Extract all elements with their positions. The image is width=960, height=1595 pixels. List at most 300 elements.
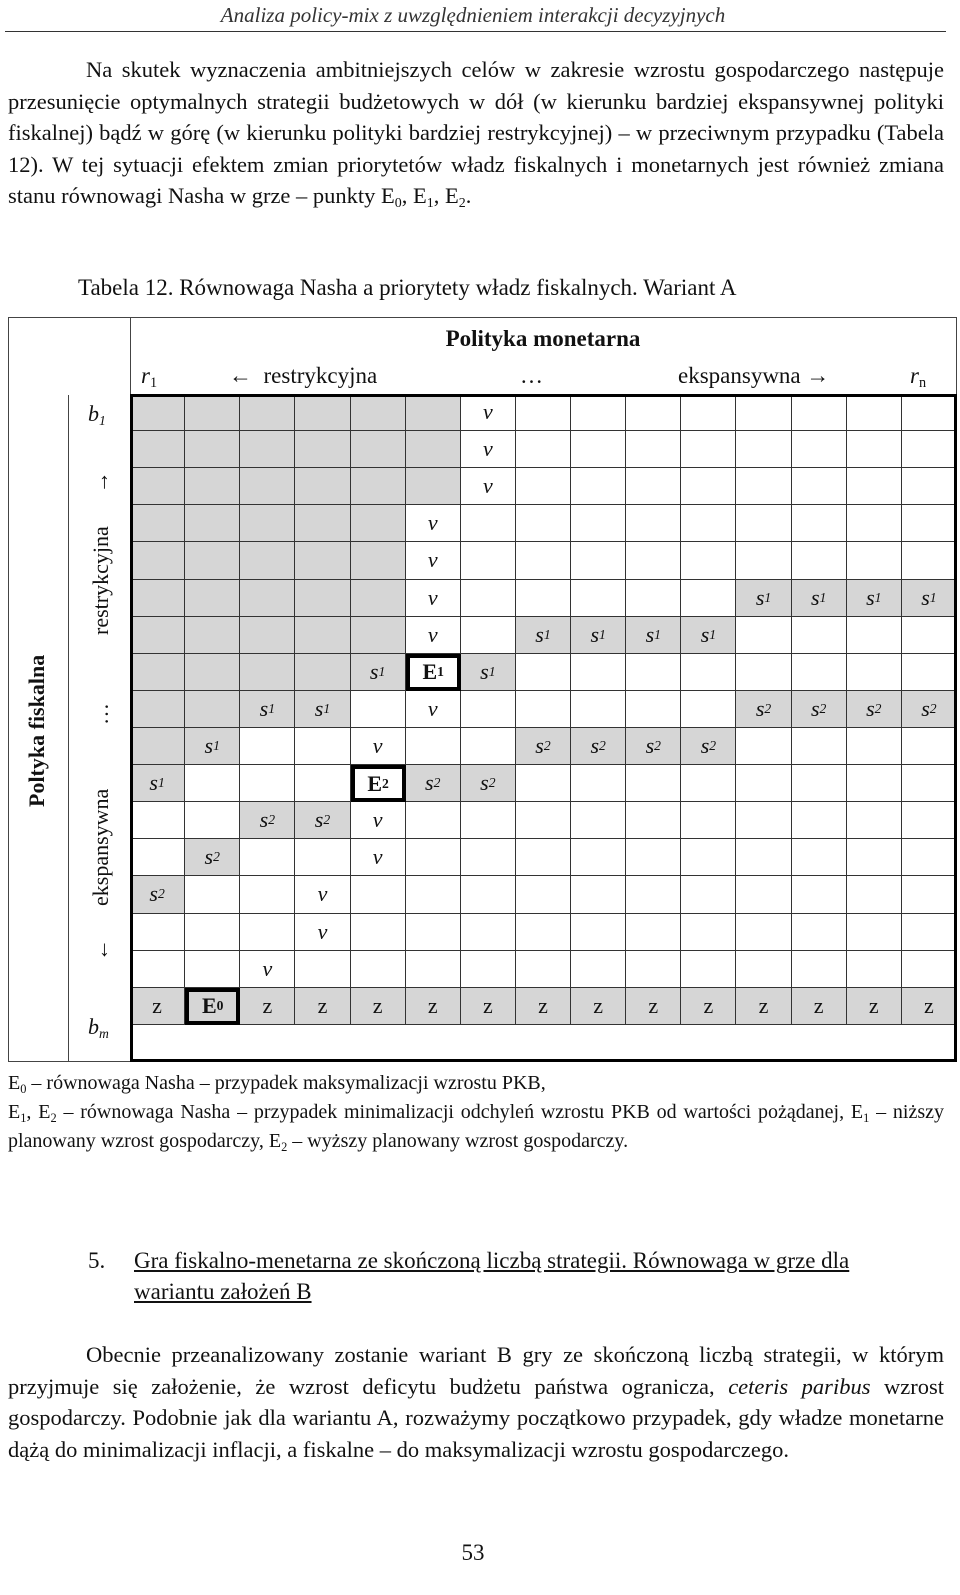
grid-cell: [571, 951, 626, 988]
grid-cell: [130, 468, 185, 505]
grid-cell: [295, 654, 350, 691]
grid-cell: [406, 802, 461, 839]
grid-cell: [516, 765, 571, 802]
cell-symbol: s: [755, 695, 765, 721]
grid-cell: [792, 468, 847, 505]
grid-cell: [461, 728, 516, 765]
grid-cell: [902, 394, 957, 431]
grid-cell: [516, 431, 571, 468]
cell-symbol: z: [924, 992, 934, 1018]
grid-cell: [351, 951, 406, 988]
grid-cell: [295, 394, 350, 431]
grid-cell: s 2: [240, 802, 295, 839]
grid-cell: [736, 431, 791, 468]
grid-cell: [185, 505, 240, 542]
cell-symbol: s: [590, 621, 599, 647]
grid-cell: s 1: [847, 580, 902, 617]
cell-symbol: s: [590, 733, 599, 759]
right-arrow-icon: →: [806, 363, 830, 388]
grid-cell: [847, 728, 902, 765]
grid-cell: [516, 542, 571, 579]
grid-cell: s 1: [792, 580, 847, 617]
grid-cell: [406, 951, 461, 988]
grid-cell: s 1: [130, 765, 185, 802]
rn-sub: n: [918, 375, 927, 391]
grid-cell: [736, 654, 791, 691]
cell-symbol: E: [367, 770, 383, 796]
grid-cell: [185, 542, 240, 579]
header-rule: [5, 31, 946, 32]
grid-cell: [406, 580, 461, 617]
col-axis-ellipsis: …: [520, 363, 543, 388]
table-caption: Tabela 12. Równowaga Nasha a priorytety władz fiskalnych. Wariant A: [78, 275, 737, 300]
grid-cell: [847, 394, 902, 431]
cell-symbol: z: [152, 992, 162, 1018]
cell-symbol: v: [372, 844, 383, 870]
grid-cell: [516, 914, 571, 951]
grid-cell: [626, 802, 681, 839]
grid-cell: [351, 542, 406, 579]
row-axis-bottom: [88, 789, 114, 961]
grid-cell: [295, 765, 350, 802]
grid-cell: [626, 542, 681, 579]
grid-cell: [130, 654, 185, 691]
grid-cell: [571, 505, 626, 542]
intro-sep-2: , E: [433, 183, 459, 208]
grid-cell: [461, 988, 516, 1025]
grid-cell: [351, 839, 406, 876]
intro-sep-1: , E: [401, 183, 427, 208]
grid-cell: [461, 617, 516, 654]
grid-cell: [626, 765, 681, 802]
grid-cell: [792, 431, 847, 468]
grid-cell: [736, 617, 791, 654]
col-axis-right: [678, 361, 829, 391]
grid-cell: [847, 468, 902, 505]
grid-cell: [571, 394, 626, 431]
grid-cell: [681, 505, 736, 542]
cell-symbol: s: [425, 770, 434, 796]
grid-cell: [130, 728, 185, 765]
grid-cell: s 1: [681, 617, 736, 654]
grid-cell: [351, 988, 406, 1025]
grid-cell: [792, 951, 847, 988]
grid-cell: [847, 876, 902, 913]
cell-symbol: s: [921, 584, 930, 610]
grid-cell: [351, 876, 406, 913]
note-e1b-sub: 1: [863, 1111, 870, 1125]
grid-cell: [902, 654, 957, 691]
up-arrow-icon: →: [88, 471, 113, 494]
intro-text: Na skutek wyznaczenia ambitniejszych celów w zakresie wzrostu gospodarczego następuje przesunięcie optymalnych strategii budżetowych w dół (w kierunku bardziej ekspansywnej polityki fiskalnej) bądź w górę (w kierunku polityki bardziej restrykcyjnej) – w przeciwnym przypadku (Tabela 12). W tej sytuacji efektem zmian priorytetów władz fiskalnych i monetarnych jest również zmiana stanu równowagi Nasha w grze – punkty E: [8, 57, 944, 208]
row-restrictive-label: restrykcyjna: [88, 526, 113, 635]
grid-cell: [681, 691, 736, 728]
grid-cell: [571, 839, 626, 876]
grid-cell: [792, 876, 847, 913]
grid-cell: [571, 431, 626, 468]
grid-cell: [626, 951, 681, 988]
grid-cell: [736, 468, 791, 505]
grid-cell: [571, 988, 626, 1025]
grid-cell: [681, 394, 736, 431]
grid-cell: [130, 914, 185, 951]
row-axis-ellipsis: …: [88, 703, 113, 725]
grid-cell: [461, 691, 516, 728]
grid-cell: [295, 876, 350, 913]
grid-cell: [847, 951, 902, 988]
grid-cell: [130, 951, 185, 988]
grid-cell: [295, 505, 350, 542]
grid-cell: [847, 839, 902, 876]
grid-cell: [351, 728, 406, 765]
grid-cell: [406, 988, 461, 1025]
grid-cell: s 1: [736, 580, 791, 617]
grid-cell: [626, 988, 681, 1025]
cell-symbol: s: [700, 621, 710, 647]
col-header: Polityka monetarna: [445, 326, 641, 351]
grid-cell: s 2: [847, 691, 902, 728]
col-axis-rn: [910, 361, 926, 391]
grid-cell: s 1: [185, 728, 240, 765]
cell-symbol: s: [700, 733, 710, 759]
grid-cell: [461, 951, 516, 988]
grid-cell: [516, 839, 571, 876]
grid-cell: [571, 691, 626, 728]
cell-symbol: s: [369, 658, 379, 684]
cell-symbol: z: [482, 992, 493, 1018]
grid-cell: s 1: [516, 617, 571, 654]
cell-symbol: s: [535, 733, 544, 759]
grid-cell: s 2: [516, 728, 571, 765]
cell-symbol: v: [317, 881, 328, 907]
grid-cell: [736, 839, 791, 876]
grid-cell: [681, 431, 736, 468]
grid-cell: [847, 765, 902, 802]
grid-cell: [240, 765, 295, 802]
grid-cell: [736, 542, 791, 579]
grid-cell: [130, 580, 185, 617]
cell-symbol: z: [868, 992, 879, 1018]
cell-symbol: s: [810, 584, 820, 610]
grid-cell: [847, 431, 902, 468]
grid-cell: [571, 876, 626, 913]
grid-cell: [626, 394, 681, 431]
grid-cell: [295, 988, 350, 1025]
page-number: 53: [461, 1540, 485, 1565]
grid-cell: [461, 468, 516, 505]
grid-cell: s 1: [461, 654, 516, 691]
bm-label: b: [88, 1014, 99, 1039]
left-arrow-icon: ←: [229, 363, 252, 388]
equilibrium-cell: E 1: [406, 654, 461, 691]
col-axis-r1: [141, 361, 157, 391]
cell-symbol: z: [317, 992, 328, 1018]
grid-cell: [461, 431, 516, 468]
grid-cell: [130, 691, 185, 728]
grid-cell: [295, 617, 350, 654]
grid-cell: [626, 876, 681, 913]
intro-sub-2: 2: [458, 196, 466, 211]
grid-cell: [626, 580, 681, 617]
grid-cell: s 2: [626, 728, 681, 765]
grid-cell: [240, 988, 295, 1025]
grid-cell: s 2: [406, 765, 461, 802]
grid-cell: [902, 839, 957, 876]
rn-label: r: [910, 363, 919, 388]
grid-cell: [351, 802, 406, 839]
cell-symbol: v: [427, 510, 438, 536]
grid-cell: [461, 876, 516, 913]
grid-cell: [185, 914, 240, 951]
grid-cell: [185, 394, 240, 431]
note-e2-sub: 2: [50, 1111, 57, 1125]
grid-cell: [295, 728, 350, 765]
grid-cell: [461, 914, 516, 951]
grid-cell: [792, 617, 847, 654]
cell-symbol: v: [262, 955, 273, 981]
grid-cell: [847, 914, 902, 951]
grid-cell: [185, 951, 240, 988]
grid-cell: s 2: [902, 691, 957, 728]
grid-cell: [240, 914, 295, 951]
cell-symbol: s: [866, 584, 875, 610]
cell-symbol: v: [317, 918, 328, 944]
grid-cell: [185, 431, 240, 468]
grid-cell: [295, 580, 350, 617]
grid-cell: [626, 914, 681, 951]
grid-cell: [847, 654, 902, 691]
cell-symbol: z: [758, 992, 769, 1018]
grid-cell: s 2: [571, 728, 626, 765]
expansive-label: ekspansywna: [678, 363, 801, 388]
grid-cell: [847, 802, 902, 839]
grid-cell: [902, 988, 957, 1025]
grid-cell: [516, 394, 571, 431]
note-line2: – równowaga Nasha – przypadek minimalizacji odchyleń wzrostu PKB od wartości pożądanej, E: [56, 1101, 864, 1123]
grid-cell: [240, 951, 295, 988]
grid-cell: [681, 765, 736, 802]
cell-symbol: v: [482, 436, 493, 462]
grid-cell: [130, 988, 185, 1025]
table-notes: [8, 1069, 944, 1156]
grid-cell: [571, 765, 626, 802]
equilibrium-cell: E 2: [351, 765, 406, 802]
note-e0-sub: 0: [20, 1082, 27, 1096]
grid-cell: [681, 839, 736, 876]
grid-cell: [406, 431, 461, 468]
grid-cell: [681, 654, 736, 691]
cell-symbol: v: [427, 695, 438, 721]
grid-cell: [902, 468, 957, 505]
cell-symbol: s: [645, 733, 655, 759]
cell-symbol: s: [755, 584, 765, 610]
grid-cell: [847, 542, 902, 579]
r1-sub: 1: [149, 375, 158, 391]
grid-cell: [736, 988, 791, 1025]
row-axis-top: [88, 471, 114, 635]
grid-cell: [406, 617, 461, 654]
cell-symbol: z: [538, 992, 548, 1018]
intro-paragraph: [8, 54, 944, 212]
grid-cell: [902, 951, 957, 988]
grid-cell: [571, 580, 626, 617]
row-expansive-label: ekspansywna: [88, 788, 113, 906]
grid-cell: [130, 802, 185, 839]
grid-cell: [902, 431, 957, 468]
cell-symbol: E: [422, 659, 438, 685]
cell-symbol: E: [201, 993, 217, 1019]
grid-cell: [295, 542, 350, 579]
cell-symbol: v: [482, 473, 493, 499]
grid-cell: [351, 431, 406, 468]
grid-cell: [185, 617, 240, 654]
grid-cell: [351, 914, 406, 951]
grid-cell: [571, 802, 626, 839]
grid-cell: [351, 617, 406, 654]
note-line2c: – wyższy planowany wzrost gospodarczy.: [287, 1130, 629, 1152]
grid-cell: [571, 654, 626, 691]
grid-cell: [792, 988, 847, 1025]
grid-cell: [516, 691, 571, 728]
cell-symbol: v: [427, 547, 438, 573]
grid-cell: s 1: [626, 617, 681, 654]
cell-symbol: s: [314, 695, 324, 721]
grid-cell: [902, 617, 957, 654]
grid-cell: [681, 876, 736, 913]
grid-cell: [130, 839, 185, 876]
cell-symbol: v: [427, 621, 438, 647]
grid-cell: [736, 765, 791, 802]
grid-cell: [902, 728, 957, 765]
grid-cell: [681, 951, 736, 988]
grid-cell: [130, 542, 185, 579]
grid-cell: [736, 802, 791, 839]
grid-cell: [130, 617, 185, 654]
grid-cell: [792, 765, 847, 802]
grid-cell: [185, 654, 240, 691]
grid-cell: [626, 654, 681, 691]
grid-cell: [902, 505, 957, 542]
nash-table: [8, 317, 960, 1067]
running-header: Analiza policy-mix z uwzględnieniem interakcji decyzyjnych: [220, 3, 726, 27]
note-e2: , E: [26, 1101, 51, 1123]
grid-cell: [681, 988, 736, 1025]
note-line2b: – niższy planowany wzrost gospodarczy, E: [8, 1101, 944, 1152]
note-e1-sub: 1: [20, 1111, 27, 1125]
grid-cell: [516, 951, 571, 988]
cell-symbol: s: [314, 807, 324, 833]
grid-cell: [736, 394, 791, 431]
cell-symbol: s: [480, 770, 489, 796]
grid-cell: [516, 988, 571, 1025]
grid-cell: [406, 914, 461, 951]
cell-symbol: z: [648, 992, 659, 1018]
cell-symbol: s: [204, 733, 214, 759]
cell-symbol: s: [149, 770, 158, 796]
grid-cell: [406, 468, 461, 505]
grid-cell: [626, 839, 681, 876]
section-number: 5.: [88, 1248, 106, 1273]
grid-cell: [295, 839, 350, 876]
grid-cell: [351, 468, 406, 505]
cell-symbol: z: [813, 992, 824, 1018]
grid-cell: [902, 876, 957, 913]
r1-label: r: [141, 363, 150, 388]
grid-cell: [240, 580, 295, 617]
grid-cell: [406, 542, 461, 579]
grid-cell: s 2: [792, 691, 847, 728]
grid-cell: [185, 580, 240, 617]
cell-symbol: z: [593, 992, 603, 1018]
grid-cell: [295, 951, 350, 988]
cell-symbol: z: [427, 992, 438, 1018]
grid-cell: [626, 505, 681, 542]
col-axis-left: [229, 361, 377, 391]
grid-cell: [240, 728, 295, 765]
bm-sub: m: [99, 1026, 109, 1041]
note-line1: – równowaga Nasha – przypadek maksymalizacji wzrostu PKB,: [26, 1072, 546, 1094]
grid-cell: [130, 394, 185, 431]
grid-cell: [461, 802, 516, 839]
grid-cell: [240, 505, 295, 542]
grid-cell: s 1: [571, 617, 626, 654]
cell-symbol: v: [482, 399, 493, 425]
grid-cell: [902, 914, 957, 951]
b1-label: b: [88, 401, 99, 426]
grid-cell: [295, 468, 350, 505]
grid-cell: [295, 431, 350, 468]
cell-symbol: s: [810, 695, 820, 721]
grid-cell: [736, 951, 791, 988]
grid-cell: [736, 876, 791, 913]
grid-cell: [185, 802, 240, 839]
down-arrow-icon: ←: [88, 939, 113, 961]
grid-cell: [571, 542, 626, 579]
grid-cell: [351, 691, 406, 728]
grid-cell: [240, 394, 295, 431]
closing-text-1: Obecnie przeanalizowany zostanie wariant B gry ze skończoną liczbą strategii, w którym przyjmuje się założenie, że wzrost deficytu budżetu państwa ogranicza,: [8, 1342, 944, 1399]
cell-symbol: s: [866, 695, 875, 721]
grid-cell: s 2: [130, 876, 185, 913]
grid-cell: [351, 505, 406, 542]
intro-sub-1: 1: [426, 196, 434, 211]
grid-cell: [792, 505, 847, 542]
grid-cell: [516, 654, 571, 691]
grid-cell: s 2: [736, 691, 791, 728]
grid-cell: [681, 542, 736, 579]
grid-cell: [792, 802, 847, 839]
grid-cell: [240, 431, 295, 468]
grid-cell: [681, 802, 736, 839]
row-axis-divider: [68, 395, 69, 1062]
grid-cell: [681, 914, 736, 951]
grid-cell: [406, 394, 461, 431]
grid-cell: [240, 876, 295, 913]
grid-cell: s 2: [295, 802, 350, 839]
cell-symbol: s: [259, 695, 269, 721]
grid-cell: [571, 914, 626, 951]
grid-cell: [792, 728, 847, 765]
b1-sub: 1: [99, 413, 106, 428]
grid-cell: [792, 914, 847, 951]
grid-cell: [240, 468, 295, 505]
section-title: Gra fiskalno-menetarna ze skończoną liczbą strategii. Równowaga w grze dla wariantu założeń B: [134, 1248, 850, 1304]
intro-sub-0: 0: [394, 196, 402, 211]
grid-cell: [185, 691, 240, 728]
grid-cell: [571, 468, 626, 505]
grid-cell: [406, 876, 461, 913]
grid-cell: [626, 691, 681, 728]
